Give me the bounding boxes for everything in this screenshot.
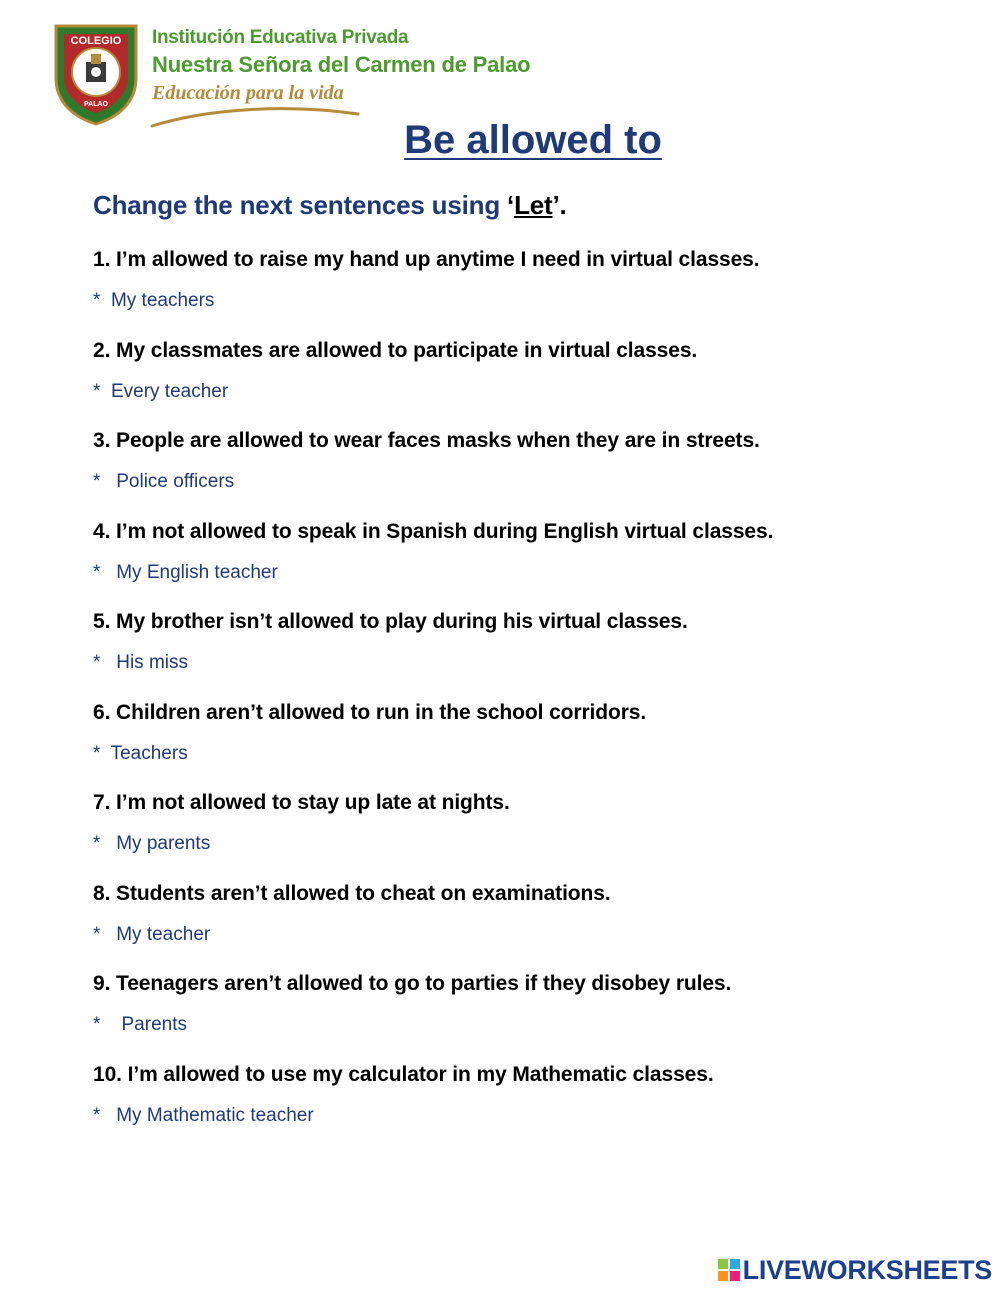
exercise-item bbox=[93, 425, 973, 516]
liveworksheets-logo-icon bbox=[718, 1259, 740, 1281]
exercise-sentence: 4. I’m not allowed to speak in Spanish during English virtual classes. bbox=[93, 519, 774, 543]
exercise-answer: * Police officers bbox=[93, 471, 235, 492]
exercise-item bbox=[93, 697, 973, 788]
instruction-line bbox=[93, 190, 567, 221]
exercise-sentence: 10. I’m allowed to use my calculator in my Mathematic classes. bbox=[93, 1062, 714, 1086]
exercise-item bbox=[93, 516, 973, 607]
worksheet-title: Be allowed to bbox=[404, 118, 662, 162]
exercise-answer: * Parents bbox=[93, 1014, 187, 1035]
exercise-item bbox=[93, 878, 973, 969]
exercise-answer: * My English teacher bbox=[93, 561, 278, 583]
worksheet-title-wrap bbox=[0, 118, 1000, 163]
crest-text-bottom: PALAO bbox=[84, 101, 108, 108]
exercise-sentence: 1. I’m allowed to raise my hand up anytime I need in virtual classes. bbox=[93, 248, 760, 271]
exercise-item bbox=[93, 244, 973, 335]
exercise-answer: * His miss bbox=[93, 652, 188, 673]
liveworksheets-brand-text: LIVEWORKSHEETS bbox=[742, 1254, 992, 1285]
instruction-open-quote: ‘ bbox=[507, 190, 515, 220]
exercise-sentence: 5. My brother isn’t allowed to play during his virtual classes. bbox=[93, 610, 688, 633]
institution-motto: Educación para la vida bbox=[152, 82, 344, 104]
exercise-sentence: 6. Children aren’t allowed to run in the school corridors. bbox=[93, 700, 647, 724]
exercise-answer: * My teacher bbox=[93, 923, 211, 945]
institution-name-block bbox=[152, 26, 572, 106]
exercise-answer: * My teachers bbox=[93, 290, 215, 311]
exercise-answer: * My parents bbox=[93, 833, 211, 854]
exercise-answer: * Every teacher bbox=[93, 380, 229, 402]
instruction-keyword: Let bbox=[514, 190, 553, 220]
exercise-item bbox=[93, 606, 973, 697]
institution-name: Nuestra Señora del Carmen de Palao bbox=[152, 52, 531, 77]
exercise-item bbox=[93, 787, 973, 878]
crest-text-top: COLEGIO bbox=[70, 35, 122, 47]
instruction-close-quote: ’. bbox=[552, 190, 567, 220]
exercise-sentence: 3. People are allowed to wear faces masks when they are in streets. bbox=[93, 429, 760, 452]
school-crest-logo bbox=[52, 20, 140, 126]
exercise-sentence: 8. Students aren’t allowed to cheat on examinations. bbox=[93, 881, 611, 905]
exercise-sentence: 2. My classmates are allowed to participate in virtual classes. bbox=[93, 338, 698, 362]
exercise-sentence: 7. I’m not allowed to stay up late at nights. bbox=[93, 791, 510, 814]
institution-type: Institución Educativa Privada bbox=[152, 27, 409, 48]
exercise-item bbox=[93, 1059, 973, 1150]
instruction-prefix: Change the next sentences using bbox=[93, 190, 508, 220]
exercise-answer: * My Mathematic teacher bbox=[93, 1104, 314, 1126]
liveworksheets-brand[interactable] bbox=[718, 1255, 992, 1285]
exercise-answer: * Teachers bbox=[93, 742, 188, 764]
exercise-list bbox=[93, 244, 973, 1149]
exercise-sentence: 9. Teenagers aren’t allowed to go to parties if they disobey rules. bbox=[93, 972, 732, 995]
school-header bbox=[52, 20, 572, 130]
exercise-item bbox=[93, 335, 973, 426]
exercise-item bbox=[93, 968, 973, 1059]
